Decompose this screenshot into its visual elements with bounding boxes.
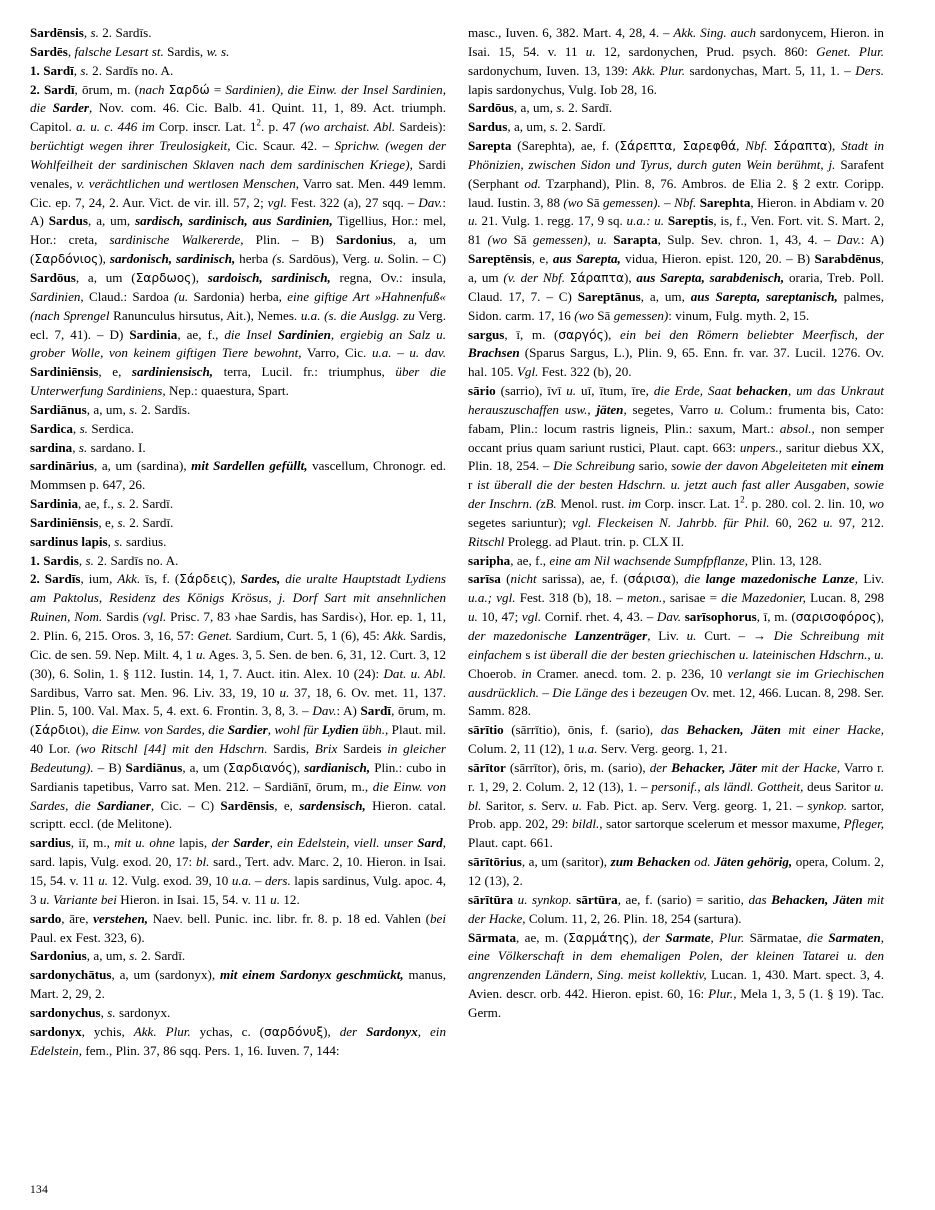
dictionary-entry: 2. Sardīs, ium, Akk. īs, f. (Σάρδεις), Sardes, die uralte Hauptstadt Lydiens am Paktolus, Residenz des Königs Krösus, j. Dorf Sart mit ansehnlichen Ruinen, Nom. Sardis (vgl. Prisc. 7, 83 ›hae Sardis, has Sardis‹), Hor. ep. 1, 11, 2. Plin. 6, 215. Oros. 3, 16, 57: Genet. Sardium, Curt. 5, 1 (6), 45: Akk. Sardis, Cic. de sen. 59. Nep. Milt. 4, 1 u. Ages. 3, 5. Sen. de ben. 6, 31, 12. Curt. 3, 12 (30), 6. Solin, 1. § 112. Iustin. 14, 1, 7. Auct. itin. Alex. 10 (24): Dat. u. Abl. Sardibus, Varro sat. Men. 96. Liv. 33, 19, 10 u. 37, 18, 6. Ov. met. 11, 137. Plin. 5, 100. Val. Max. 5, 4. ext. 6. Frontin. 3, 8, 3. – Dav.: A) Sardī, ōrum, m. (Σάρδιοι), die Einw. von Sardes, die Sardier, wohl für Lydien übh., Plaut. mil. 40 Lor. (wo Ritschl [44] mit den Hdschrn. Sardis, Brix Sardeis in gleicher Bedeutung). – B) Sardiānus, a, um (Σαρδιανός), sardianisch, Plin.: cubo in Sardianis tapetibus, Varro sat. Men. 212. – Sardiānī, ōrum, m., die Einw. von Sardes, die Sardianer, Cic. – C) Sardēnsis, e, sardensisch, Hieron. catal. scriptt. eccl. (de Melitone). xyxy=(30,571,447,832)
right-column xyxy=(468,24,884,1023)
dictionary-entry: sārītor (sārrītor), ōris, m. (sario), der Behacker, Jäter mit der Hacke, Varro r. r. 1, 29, 2. Colum. 2, 12 (13), 1. – personif., als ländl. Gottheit, deus Saritor u. bl. Saritor, s. Serv. u. Fab. Pict. ap. Serv. Verg. georg. 1, 21. – synkop. sartor, Prob. app. 202, 29: bildl., sator sartorque scelerum et messor maxume, Pfleger, Plaut. capt. 661. xyxy=(468,759,885,851)
dictionary-entry: sargus, ī, m. (σαργός), ein bei den Römern beliebter Meerfisch, der Brachsen (Sparus Sargus, L.), Plin. 9, 65. Enn. fr. var. 37. Lucil. 1276. Ov. hal. 105. Vgl. Fest. 322 (b), 20. xyxy=(468,326,885,380)
dictionary-entry: Sardōus, a, um, s. 2. Sardī. xyxy=(468,100,613,116)
dictionary-entry: Sārmata, ae, m. (Σαρμάτης), der Sarmate, Plur. Sārmatae, die Sarmaten, eine Völkerschaft in dem ehemaligen Polen, der kleinen Tatarei u. den angrenzenden Ländern, Sing. meist kollektiv, Lucan. 1, 430. Mart. spect. 3, 4. Avien. descr. orb. 442. Hieron. epist. 60, 16: Plur., Mela 1, 3, 5 (1. § 19). Tac. Germ. xyxy=(468,929,885,1020)
dictionary-entry: sardonychātus, a, um (sardonyx), mit einem Sardonyx geschmückt, manus, Mart. 2, 29, 2. xyxy=(30,967,446,1002)
dictionary-entry: sārio (sarrio), īvī u. uī, ītum, īre, die Erde, Saat behacken, um das Unkraut herauszuschaffen usw., jäten, segetes, Varro u. Colum.: frumenta bis, Cato: fabam, Plin.: locum rastris ligneis, Plin.: saxum, Mart.: absol., non semper occant prius quam sariunt rustici, Plaut. capt. 663: unpers., saritur diebus XX, Plin. 18, 254. – Die Schreibung sario, sowie der davon Abgeleiteten mit einem r ist überall die der besten Hdschrn. u. jetzt auch fast aller Ausgaben, sowie der Inschrn. (zB. Menol. rust. im Corp. inscr. Lat. $1^2$. p. 280. col. 2. lin. 10, wo segetes sariuntur); vgl. Fleckeisen N. Jahrbb. für Phil. 60, 262 u. 97, 212. Ritschl Prolegg. ad Plaut. trin. p. CLX II. xyxy=(468,383,885,549)
dictionary-entry: 1. Sardī, s. 2. Sardīs no. A. xyxy=(30,62,174,78)
dictionary-entry: sārītio (sārrītio), ōnis, f. (sario), das Behacken, Jäten mit einer Hacke, Colum. 2, 11 (12), 1 u.a. Serv. Verg. georg. 1, 21. xyxy=(468,722,884,757)
dictionary-entry: Sarepta (Sarephta), ae, f. (Σάρεπτα, Σαρεφθά, Nbf. Σάραπτα), Stadt in Phönizien, zwischen Sidon und Tyrus, durch guten Wein berühmt, j. Sarafent (Serphant od. Tzarphand), Plin. 8, 76. Ambros. de Elia 2. § 2 extr. Coripp. laud. Iustin. 3, 88 (wo Sā gemessen). – Nbf. Sarephta, Hieron. in Abdiam v. 20 u. 21. Vulg. 1. regg. 17, 9 sq. u.a.: u. Sareptis, is, f., Ven. Fort. vit. S. Mart. 2, 81 (wo Sā gemessen), u. Sarapta, Sulp. Sev. chron. 1, 43, 4. – Dav.: A) Sareptēnsis, e, aus Sarepta, vidua, Hieron. epist. 120, 20. – B) Sarabdēnus, a, um (v. der Nbf. Σάραπτα), aus Sarepta, sarabdenisch, oraria, Treb. Poll. Claud. 17, 7. – C) Sareptānus, a, um, aus Sarepta, sareptanisch, palmes, Sidon. carm. 17, 16 (wo Sā gemessen): vinum, Fulg. myth. 2, 15. xyxy=(468,138,885,323)
dictionary-entry: Sardiniēnsis, e, s. 2. Sardī. xyxy=(30,514,174,530)
dictionary-entry: Sardonius, a, um, s. 2. Sardī. xyxy=(30,948,186,964)
dictionary-entry: sardo, āre, verstehen, Naev. bell. Punic. inc. libr. fr. 8. p. 18 ed. Vahlen (bei Paul. ex Fest. 323, 6). xyxy=(30,910,446,945)
dictionary-entry: Sardinia, ae, f., s. 2. Sardī. xyxy=(30,496,174,512)
two-column-layout xyxy=(30,24,905,1060)
dictionary-entry: sārītōrius, a, um (saritor), zum Behacken od. Jäten gehörig, opera, Colum. 2, 12 (13), 2. xyxy=(468,854,885,888)
dictionary-entry: sārītūra u. synkop. sārtūra, ae, f. (sario) = saritio, das Behacken, Jäten mit der Hacke, Colum. 11, 2, 26. Plin. 18, 254 (sartura). xyxy=(468,891,884,926)
dictionary-entry: Sardica, s. Serdica. xyxy=(30,420,134,436)
dictionary-entry: 1. Sardis, s. 2. Sardīs no. A. xyxy=(30,552,179,568)
dictionary-entry: Sardēs, falsche Lesart st. Sardis, w. s. xyxy=(30,43,230,59)
dictionary-entry: sardius, iī, m., mit u. ohne lapis, der Sarder, ein Edelstein, viell. unser Sard, sard. lapis, Vulg. exod. 20, 17: bl. sard., Tert. adv. Marc. 2, 10. Hieron. in Isai. 15, 54. v. 11 u. 12. Vulg. exod. 39, 10 u.a. – ders. lapis sardinus, Vulg. apoc. 4, 3 u. Variante bei Hieron. in Isai. 15, 54. v. 11 u. 12. xyxy=(30,835,446,907)
dictionary-entry: saripha, ae, f., eine am Nil wachsende Sumpfpflanze, Plin. 13, 128. xyxy=(468,552,822,568)
dictionary-entry: sardina, s. sardano. I. xyxy=(30,439,146,455)
page-number: 134 xyxy=(30,1184,49,1196)
left-column xyxy=(30,24,446,1060)
dictionary-entry: sardinus lapis, s. sardius. xyxy=(30,533,167,549)
dictionary-entry: sarīsa (nicht sarissa), ae, f. (σάρισα), die lange mazedonische Lanze, Liv. u.a.; vgl. Fest. 318 (b), 18. – meton., sarisae = die Mazedonier, Lucan. 8, 298 u. 10, 47; vgl. Cornif. rhet. 4, 43. – Dav. sarīsophorus, ī, m. (σαρισοφόρος), der mazedonische Lanzenträger, Liv. u. Curt. – → Die Schreibung mit einfachem s ist überall die der besten griechischen u. lateinischen Hdschrn., u. Choerob. in Cramer. anecd. tom. 2. p. 236, 10 verlangt sie im Griechischen ausdrücklich. – Die Länge des i bezeugen Ov. met. 12, 466. Lucan. 8, 298. Ser. Samm. 828. xyxy=(468,571,885,719)
dictionary-entry: sardonyx, ychis, Akk. Plur. ychas, c. (σαρδόνυξ), der Sardonyx, ein Edelstein, fem., Plin. 37, 86 sqq. Pers. 1, 16. Iuven. 7, 144: xyxy=(30,1023,446,1058)
dictionary-entry: sardinārius, a, um (sardina), mit Sardellen gefüllt, vascellum, Chronogr. ed. Mommsen p. 647, 26. xyxy=(30,458,446,493)
dictionary-entry: masc., Iuven. 6, 382. Mart. 4, 28, 4. – Akk. Sing. auch sardonycem, Hieron. in Isai. 15, 54. v. 11 u. 12, sardonychen, Prud. psych. 860: Genet. Plur. sardonychum, Iuven. 13, 139: Akk. Plur. sardonychas, Mart. 5, 11, 1. – Ders. lapis sardonychus, Vulg. Iob 28, 16. xyxy=(468,25,885,97)
dictionary-entry: Sardiānus, a, um, s. 2. Sardīs. xyxy=(30,401,191,417)
dictionary-entry: Sardēnsis, s. 2. Sardīs. xyxy=(30,25,152,40)
dictionary-entry: 2. Sardī, ōrum, m. (nach Σαρδώ = Sardinien), die Einw. der Insel Sardinien, die Sarder, Nov. com. 46. Cic. Balb. 41. Quint. 11, 1, 89. Act. triumph. Capitol. a. u. c. 446 im Corp. inscr. Lat. $1^2$. p. 47 (wo archaist. Abl. Sardeis): berüchtigt wegen ihrer Treulosigkeit, Cic. Scaur. 42. – Sprichw. (wegen der Wohlfeilheit der sardinischen Sklaven nach dem sardinischen Kriege), Sardi venales, v. verächtlichen und wertlosen Menschen, Varro sat. Men. 449 lemm. Cic. ep. 7, 24, 2. Aur. Vict. de vir. ill. 57, 2; vgl. Fest. 322 (a), 27 sqq. – Dav.: A) Sardus, a, um, sardisch, sardinisch, aus Sardinien, Tigellius, Hor.: mel, Hor.: creta, sardinische Walkererde, Plin. – B) Sardonius, a, um (Σαρδόνιος), sardonisch, sardinisch, herba (s. Sardōus), Verg. u. Solin. – C) Sardōus, a, um (Σαρδωος), sardoisch, sardinisch, regna, Ov.: insula, Sardinien, Claud.: Sardoa (u. Sardonia) herba, eine giftige Art »Hahnenfuß« (nach Sprengel Ranunculus hirsutus, Ait.), Nemes. u.a. (s. die Auslgg. zu Verg. ecl. 7, 41). – D) Sardinia, ae, f., die Insel Sardinien, ergiebig an Salz u. grober Wolle, von keinem giftigen Tiere bewohnt, Varro, Cic. u.a. – u. dav. Sardiniēnsis, e, sardiniensisch, terra, Lucil. fr.: triumphus, über die Unterwerfung Sardiniens, Nep.: quaestura, Spart. xyxy=(30,81,447,399)
dictionary-entry: sardonychus, s. sardonyx. xyxy=(30,1004,171,1020)
dictionary-entry: Sardus, a, um, s. 2. Sardī. xyxy=(468,119,606,135)
